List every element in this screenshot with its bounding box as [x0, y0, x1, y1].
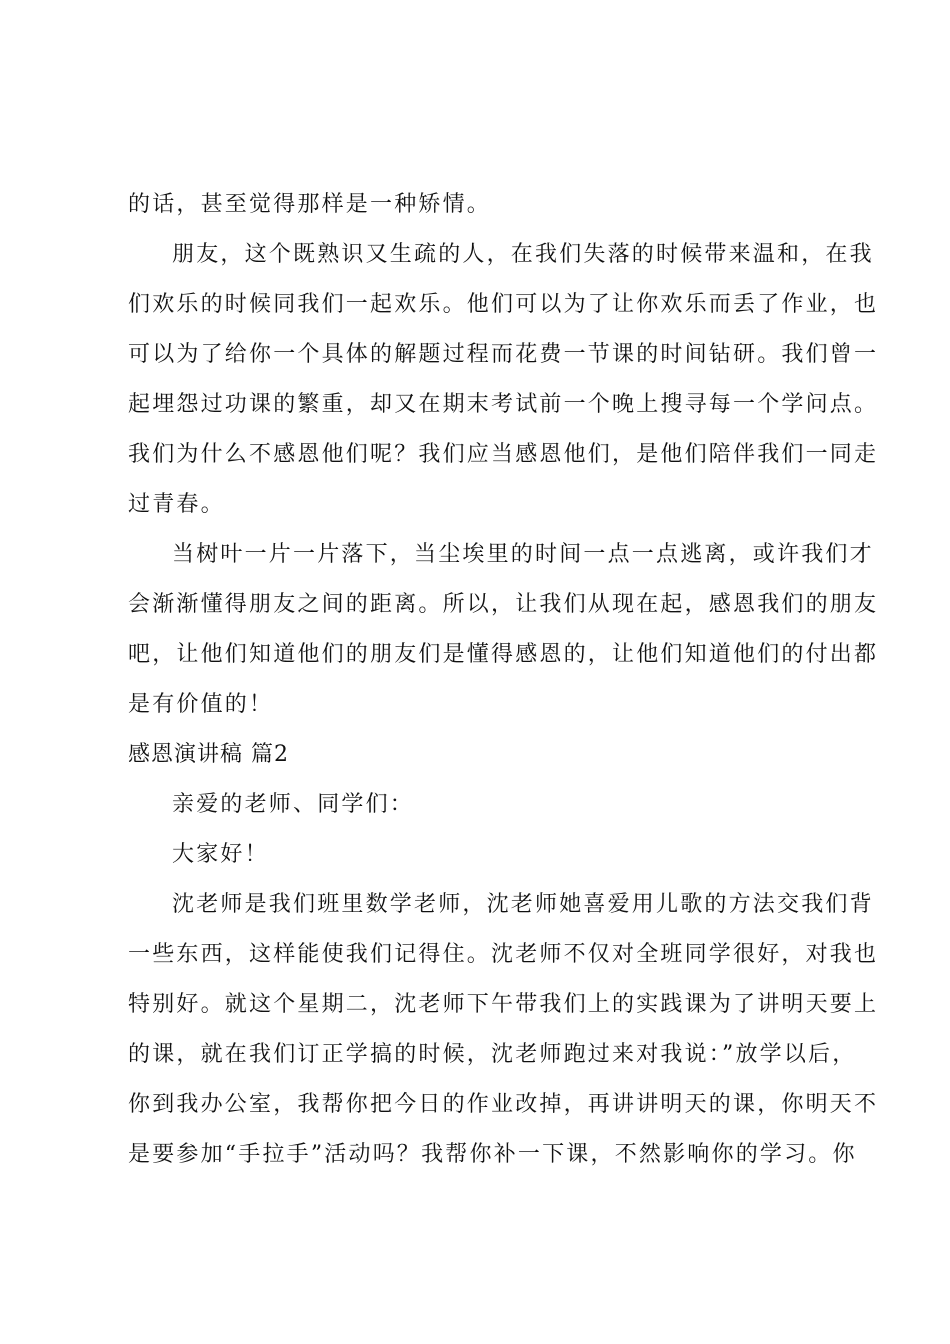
- text-line: 是有价值的！: [128, 692, 274, 717]
- text-line: 你到我办公室，我帮你把今日的作业改掉，再讲讲明天的课，你明天不: [128, 1092, 879, 1117]
- text-line: 沈老师是我们班里数学老师，沈老师她喜爱用儿歌的方法交我们背: [172, 892, 874, 917]
- text-line: 特别好。就这个星期二，沈老师下午带我们上的实践课为了讲明天要上: [128, 992, 879, 1017]
- text-line: 的课，就在我们订正学搞的时候，沈老师跑过来对我说：”放学以后，: [128, 1042, 857, 1067]
- text-line: 是要参加“手拉手”活动吗？我帮你补一下课，不然影响你的学习。你: [128, 1142, 857, 1167]
- section-heading: 感恩演讲稿 篇2: [128, 742, 289, 767]
- salutation: 亲爱的老师、同学们：: [172, 792, 415, 817]
- text-line: 一些东西，这样能使我们记得住。沈老师不仅对全班同学很好，对我也: [128, 942, 879, 967]
- text-line: 朋友，这个既熟识又生疏的人，在我们失落的时候带来温和，在我: [172, 242, 874, 267]
- text-line: 们欢乐的时候同我们一起欢乐。他们可以为了让你欢乐而丢了作业，也: [128, 292, 879, 317]
- text-line: 的话，甚至觉得那样是一种矫情。: [128, 192, 492, 217]
- text-line: 过青春。: [128, 492, 225, 517]
- text-line: 吧，让他们知道他们的朋友们是懂得感恩的，让他们知道他们的付出都: [128, 642, 879, 667]
- text-line: 会渐渐懂得朋友之间的距离。所以，让我们从现在起，感恩我们的朋友: [128, 592, 879, 617]
- text-line: 当树叶一片一片落下，当尘埃里的时间一点一点逃离，或许我们才: [172, 542, 874, 567]
- text-line: 可以为了给你一个具体的解题过程而花费一节课的时间钻研。我们曾一: [128, 342, 879, 367]
- text-line: 我们为什么不感恩他们呢？我们应当感恩他们，是他们陪伴我们一同走: [128, 442, 879, 467]
- greeting: 大家好！: [172, 842, 269, 867]
- text-line: 起埋怨过功课的繁重，却又在期末考试前一个晚上搜寻每一个学问点。: [128, 392, 879, 417]
